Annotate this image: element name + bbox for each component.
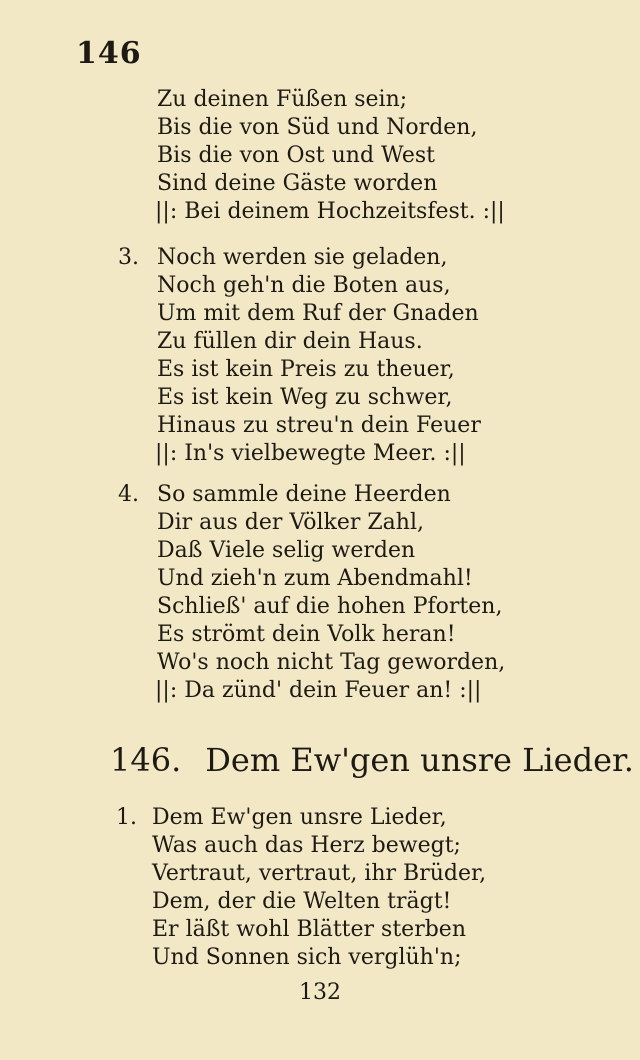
verse-line: Dem, der die Welten trägt! (152, 889, 452, 914)
verse-line: Zu deinen Füßen sein; (157, 87, 408, 112)
page-number: 132 (299, 980, 341, 1005)
verse-line: So sammle deine Heerden (157, 482, 451, 507)
verse-line: Es strömt dein Volk heran! (157, 622, 456, 647)
verse-line: Bis die von Süd und Norden, (157, 115, 478, 140)
verse-number: 3. (118, 245, 139, 270)
verse-line: Und Sonnen sich verglüh'n; (152, 945, 462, 970)
verse-line: Dem Ew'gen unsre Lieder, (152, 805, 447, 830)
verse-line: Zu füllen dir dein Haus. (157, 329, 423, 354)
verse-line: Er läßt wohl Blätter sterben (152, 917, 466, 942)
hymn-heading (110, 740, 634, 780)
verse-number: 1. (116, 805, 137, 830)
verse-line: Hinaus zu streu'n dein Feuer (157, 413, 481, 438)
verse-number: 4. (118, 482, 139, 507)
verse-line: Noch werden sie geladen, (157, 245, 448, 270)
verse-line: ||: Bei deinem Hochzeitsfest. :|| (155, 199, 505, 224)
verse-line: ||: Da zünd' dein Feuer an! :|| (155, 678, 482, 703)
hymn-number: 146. (110, 741, 182, 779)
verse-line: Es ist kein Weg zu schwer, (157, 385, 453, 410)
verse-line: Und zieh'n zum Abendmahl! (157, 566, 473, 591)
verse-line: Schließ' auf die hohen Pforten, (157, 594, 503, 619)
verse-line: Dir aus der Völker Zahl, (157, 510, 424, 535)
running-head-number: 146 (76, 36, 142, 71)
verse-line: Noch geh'n die Boten aus, (157, 273, 451, 298)
hymn-title: Dem Ew'gen unsre Lieder. (205, 741, 634, 779)
verse-line: Sind deine Gäste worden (157, 171, 438, 196)
verse-line: Es ist kein Preis zu theuer, (157, 357, 455, 382)
verse-line: Was auch das Herz bewegt; (152, 833, 461, 858)
verse-line: Wo's noch nicht Tag geworden, (157, 650, 506, 675)
verse-line: Um mit dem Ruf der Gnaden (157, 301, 479, 326)
verse-line: Bis die von Ost und West (157, 143, 435, 168)
verse-line: Daß Viele selig werden (157, 538, 416, 563)
verse-line: ||: In's vielbewegte Meer. :|| (155, 441, 466, 466)
verse-line: Vertraut, vertraut, ihr Brüder, (152, 861, 487, 886)
